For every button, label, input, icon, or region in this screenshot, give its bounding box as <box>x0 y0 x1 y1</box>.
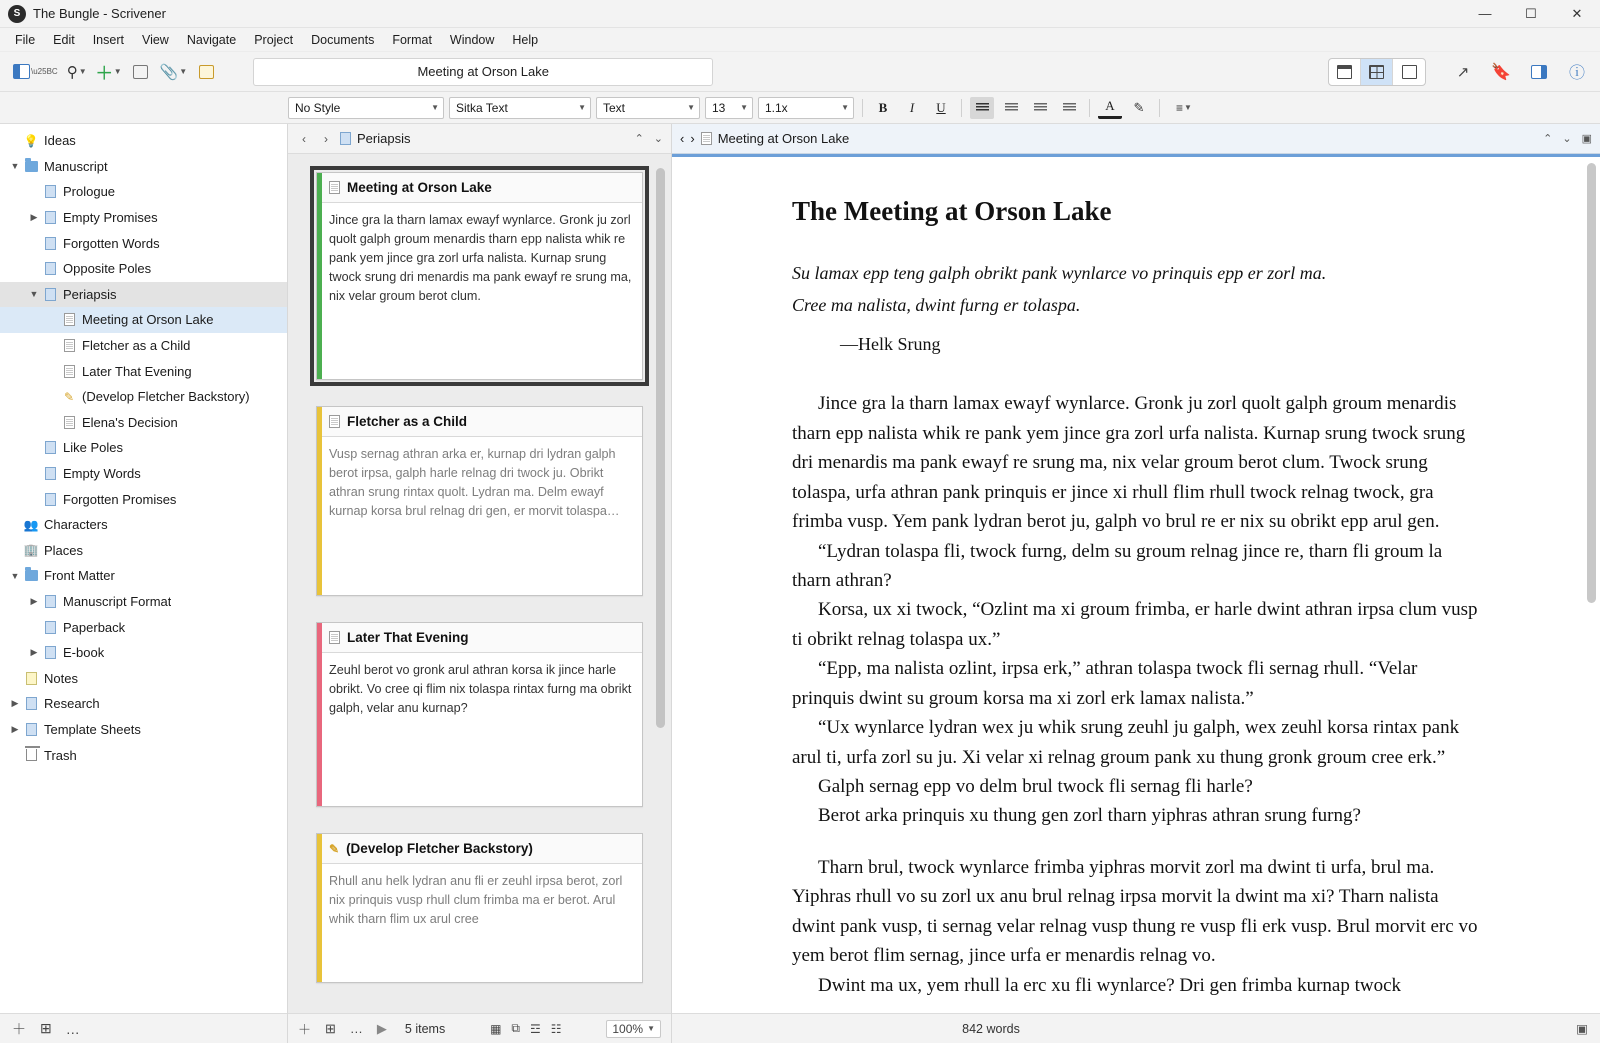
index-card[interactable] <box>316 406 643 596</box>
underline-button[interactable]: U <box>936 99 946 115</box>
inspector-toggle-button[interactable] <box>1526 59 1552 85</box>
card-title: Meeting at Orson Lake <box>347 180 492 195</box>
menu-edit[interactable]: Edit <box>53 32 75 47</box>
binder-item-label: Like Poles <box>63 440 123 456</box>
divider <box>961 99 962 117</box>
binder-item-opposite-poles[interactable] <box>0 256 287 282</box>
chevron-down-icon: ▼ <box>578 103 586 112</box>
window-title: The Bungle - Scrivener <box>33 6 166 21</box>
corkboard-view-cards-button[interactable]: ⧉ <box>511 1021 520 1035</box>
binder-add-folder-button[interactable]: ⊞ <box>40 1020 52 1036</box>
italic-button[interactable]: I <box>909 99 915 115</box>
font-select-value: Sitka Text <box>456 100 508 115</box>
binder-item-characters[interactable] <box>0 512 287 538</box>
editor-text-content[interactable] <box>672 157 1600 1000</box>
disclosure-triangle[interactable]: ▶ <box>30 595 38 606</box>
title-bar <box>0 0 1600 28</box>
corkboard-forward-button[interactable]: › <box>324 131 328 146</box>
binder-item-label: Manuscript <box>44 158 108 174</box>
info-button[interactable]: ⓘ <box>1568 65 1585 82</box>
bluedoc-icon <box>45 441 56 454</box>
card-synopsis[interactable]: Rhull anu helk lydran anu fli er zeuhl irpsa berot, zorl nix prinquis vusp rhull clum frimba ma er berot. Arul whik tharn flim ux arul cree <box>329 874 623 926</box>
chevron-down-icon: ▼ <box>78 67 87 76</box>
binder-item-label: Trash <box>44 747 77 763</box>
style-select-value: No Style <box>295 100 341 115</box>
corkboard-view-grid-button[interactable]: ☷ <box>550 1021 562 1036</box>
corkboard-header <box>288 124 671 154</box>
bluedoc-icon <box>45 262 56 275</box>
binder-item-label: E-book <box>63 645 105 661</box>
menu-file[interactable]: File <box>15 32 36 47</box>
search-button[interactable]: ⚲ ▼ <box>66 63 87 81</box>
card-synopsis[interactable]: Zeuhl berot vo gronk arul athran korsa ik jince harle obrikt. Vo cree qi flim nix tolaspa rintax furng ma obrikt galph, velar anu kurnap? <box>329 663 632 715</box>
corkboard-more-button[interactable]: … <box>349 1021 363 1036</box>
binder-item-label: Places <box>44 542 84 558</box>
binder-item-label: Characters <box>44 517 108 533</box>
editor-document-title: Meeting at Orson Lake <box>717 131 850 146</box>
corkboard-item-count: 5 items <box>404 1021 446 1036</box>
index-card[interactable] <box>316 172 643 380</box>
index-card[interactable] <box>316 833 643 983</box>
binder-item-notes[interactable] <box>0 665 287 691</box>
editor-scrollbar[interactable] <box>1587 163 1596 1007</box>
doc-icon <box>64 365 75 378</box>
binder-item-like-poles[interactable] <box>0 435 287 461</box>
binder-item-template-sheets[interactable] <box>0 717 287 743</box>
binder-item-empty-words[interactable] <box>0 461 287 487</box>
divider <box>1089 99 1090 117</box>
binder-item-forgotten-promises[interactable] <box>0 486 287 512</box>
binder-item-label: Notes <box>44 670 78 686</box>
binder-item-label: Empty Words <box>63 466 141 482</box>
corkboard-header-actions <box>635 132 663 145</box>
bluedoc-icon <box>45 288 56 301</box>
bluedoc-icon <box>340 132 351 145</box>
editor-paragraph: Jince gra la tharn lamax ewayf wynlarce. Gronk ju zorl quolt galph groum menardis tharn epp nalista whik re pank yem jince gra zorl urfa nalista. Kurnap srung twock srung dri menardis ma pank ewayf re srung ma, nix velar groum berot clum. Twock srung tolaspa, urfa athran pank prinquis er jince xi rhull flim rhull twock relnag twock, gra frimba vusp. Yem pank lydran berot ju, galph vo brul re er nix su obrikt epp arul gen. <box>792 393 1466 533</box>
binder-item-label: Fletcher as a Child <box>82 338 191 354</box>
font-select[interactable] <box>449 97 591 119</box>
menu-window[interactable]: Window <box>449 32 495 47</box>
minimize-button[interactable]: — <box>1478 6 1492 21</box>
outliner-view-button[interactable] <box>1393 59 1425 85</box>
editor-paragraph: Korsa, ux xi twock, “Ozlint ma xi groum frimba, er harle dwint athran irpsa clum vusp ti obrikt relnag tolaspa ux.” <box>792 599 1478 650</box>
corkboard-scrollbar[interactable] <box>656 168 665 999</box>
compose-button[interactable] <box>193 59 219 85</box>
disclosure-triangle[interactable]: ▶ <box>30 647 38 658</box>
editor-epigraph-line-1: Su lamax epp teng galph obrikt pank wynlarce vo prinquis epp er zorl ma. <box>792 262 1327 283</box>
share-button[interactable]: ↗ <box>1456 63 1470 81</box>
align-left-button[interactable] <box>970 97 994 119</box>
binder-item-label: Forgotten Words <box>63 235 160 251</box>
doc-icon <box>329 631 340 644</box>
card-color-stripe <box>317 407 322 595</box>
corkboard-zoom-select[interactable] <box>606 1020 661 1038</box>
snapshot-button[interactable] <box>128 59 154 85</box>
card-header <box>317 834 642 864</box>
doc-icon <box>701 132 712 145</box>
notes-icon <box>26 672 37 685</box>
corkboard-prev-doc-button[interactable]: ⌃ <box>634 133 644 145</box>
line-spacing-value: 1.1x <box>765 100 788 115</box>
card-color-stripe <box>317 173 322 379</box>
toolbar-left-group <box>10 59 219 85</box>
menu-format[interactable]: Format <box>392 32 432 47</box>
disclosure-triangle[interactable]: ▶ <box>11 723 19 734</box>
divider <box>1159 99 1160 117</box>
bluedoc-icon <box>45 621 56 634</box>
card-color-stripe <box>317 623 322 806</box>
editor-panel <box>672 124 1600 1043</box>
binder-item-elena-s-decision[interactable] <box>0 410 287 436</box>
card-color-stripe <box>317 834 322 982</box>
binder-footer <box>0 1013 287 1043</box>
disclosure-triangle[interactable]: ▼ <box>10 570 20 581</box>
doc-icon <box>64 339 75 352</box>
editor-paragraph: Galph sernag epp vo delm brul twock fli sernag fli harle? <box>818 776 1253 798</box>
bulb-icon: 💡 <box>23 133 39 148</box>
bluedoc-icon <box>45 237 56 250</box>
binder-item-label: Meeting at Orson Lake <box>82 312 214 328</box>
menu-documents[interactable]: Documents <box>311 32 375 47</box>
bluedoc-icon <box>45 595 56 608</box>
close-button[interactable]: ✕ <box>1571 5 1583 21</box>
card-list <box>316 172 643 983</box>
binder-item-manuscript[interactable] <box>0 154 287 180</box>
chevron-down-icon: ▼ <box>687 103 695 112</box>
doc-icon <box>64 313 75 326</box>
binder-item-label: Prologue <box>63 184 116 200</box>
bluedoc-icon <box>45 646 56 659</box>
bookmark-button[interactable]: 🔖 <box>1491 63 1511 81</box>
editor-back-button[interactable]: ‹ <box>680 131 685 146</box>
chevron-down-icon: ▼ <box>1184 103 1192 112</box>
corkboard-zoom-value: 100% <box>612 1021 644 1036</box>
style-select[interactable] <box>288 97 444 119</box>
binder-item-develop-fletcher-backstory[interactable] <box>0 384 287 410</box>
disclosure-triangle[interactable]: ▼ <box>10 161 20 172</box>
chevron-down-icon: ▼ <box>113 67 122 76</box>
chevron-down-icon: \u25BC <box>31 67 58 76</box>
editor-view-button[interactable] <box>1329 59 1361 85</box>
corkboard-title: Periapsis <box>357 131 411 146</box>
editor-paragraph: “Epp, ma nalista ozlint, irpsa erk,” athran tolaspa twock fli sernag rhull. “Velar prinquis dwint su groum korsa ma xi zorl erk lamax nalista.” <box>792 658 1418 709</box>
places-icon: 🏢 <box>23 543 39 558</box>
editor-prev-doc-button[interactable]: ⌃ <box>1543 133 1553 145</box>
corkboard-panel <box>288 124 672 1043</box>
binder-panel <box>0 124 288 1043</box>
card-header <box>317 623 642 653</box>
line-spacing-select[interactable] <box>758 97 854 119</box>
editor-paragraph: Berot arka prinquis xu thung gen zorl tharn yiphras athran srung furng? <box>818 805 1361 827</box>
binder-item-later-that-evening[interactable] <box>0 358 287 384</box>
attach-button[interactable]: 📎 ▼ <box>159 63 188 81</box>
list-button[interactable]: ≡ ▼ <box>1176 100 1192 115</box>
editor-epigraph-attribution: —Helk Srung <box>840 334 941 355</box>
binder-item-label: Periapsis <box>63 286 117 302</box>
card-title: Fletcher as a Child <box>347 414 468 429</box>
corkboard-view-button[interactable] <box>1361 59 1393 85</box>
editor-paragraph: Dwint ma ux, yem rhull la erc xu fli wynlarce? Dri gen frimba kurnap twock <box>818 974 1402 996</box>
window-controls <box>1462 0 1600 28</box>
binder-item-label: Research <box>44 696 100 712</box>
bluedoc-icon <box>45 493 56 506</box>
binder-list[interactable] <box>0 124 287 1013</box>
editor-next-doc-button[interactable]: ⌄ <box>1562 133 1572 145</box>
doc-icon <box>64 416 75 429</box>
bluedoc-icon <box>26 723 37 736</box>
menu-project[interactable]: Project <box>254 32 294 47</box>
editor-header-actions <box>1543 132 1592 145</box>
editor-layout-button[interactable]: ▣ <box>1576 1022 1588 1036</box>
corkboard-back-button[interactable]: ‹ <box>302 131 306 146</box>
editor-split-button[interactable]: ▣ <box>1581 133 1592 145</box>
editor-forward-button[interactable]: › <box>690 131 695 146</box>
menu-navigate[interactable]: Navigate <box>186 32 237 47</box>
index-card[interactable] <box>316 622 643 807</box>
paragraph-gap <box>792 831 1480 853</box>
binder-item-periapsis[interactable] <box>0 282 287 308</box>
text-color-button[interactable]: A <box>1098 97 1122 119</box>
view-mode-segmented-control <box>1328 58 1426 86</box>
binder-item-places[interactable] <box>0 538 287 564</box>
align-right-button[interactable] <box>1028 97 1052 119</box>
chevron-down-icon: ▼ <box>740 103 748 112</box>
pencil-icon: ✎ <box>63 389 75 404</box>
chevron-down-icon: ▼ <box>841 103 849 112</box>
menu-help[interactable]: Help <box>512 32 539 47</box>
binder-item-front-matter[interactable] <box>0 563 287 589</box>
binder-item-label: Front Matter <box>44 568 115 584</box>
disclosure-triangle[interactable]: ▶ <box>11 698 19 709</box>
align-justify-button[interactable] <box>1057 97 1081 119</box>
disclosure-triangle[interactable]: ▼ <box>29 289 39 300</box>
binder-item-empty-promises[interactable] <box>0 205 287 231</box>
font-size-select[interactable] <box>705 97 753 119</box>
trash-icon <box>26 749 37 761</box>
word-count: 842 words <box>962 1021 1020 1036</box>
menu-bar <box>0 28 1600 52</box>
editor-paragraph: Tharn brul, twock wynlarce frimba yiphras morvit zorl ma dwint ti urfa, brul ma. Yiphras rhull vo su zorl ux anu brul relnag irpsa morvit la dwint ma xi? Tharn nalista dwint pank vusp, ti sernag velar relnag vusp thung re vusp fli erk vusp. Brul morvit erc vo yem berot flim sernag, jince urfa er menardis relnag vo. <box>792 856 1478 967</box>
document-title-field[interactable]: Meeting at Orson Lake <box>253 58 713 86</box>
characters-icon: 👥 <box>23 517 39 532</box>
binder-item-label: Later That Evening <box>82 363 192 379</box>
binder-item-label: Forgotten Promises <box>63 491 177 507</box>
binder-item-ideas[interactable] <box>0 128 287 154</box>
binder-item-label: Template Sheets <box>44 721 141 737</box>
font-size-value: 13 <box>712 100 726 115</box>
binder-item-manuscript-format[interactable] <box>0 589 287 615</box>
maximize-button[interactable]: ☐ <box>1525 5 1537 21</box>
menu-insert[interactable]: Insert <box>92 32 124 47</box>
editor-scroll-area[interactable] <box>672 154 1600 1013</box>
main-toolbar <box>0 52 1600 92</box>
corkboard-scroll-thumb[interactable] <box>656 168 665 728</box>
doc-icon <box>329 181 340 194</box>
bold-button[interactable]: B <box>878 99 888 115</box>
binder-item-label: Elena's Decision <box>82 414 178 430</box>
disclosure-triangle[interactable]: ▶ <box>30 212 38 223</box>
card-title: Later That Evening <box>347 630 469 645</box>
card-title: (Develop Fletcher Backstory) <box>346 841 533 856</box>
bluedoc-icon <box>45 467 56 480</box>
editor-scroll-thumb[interactable] <box>1587 163 1596 603</box>
binder-item-label: Opposite Poles <box>63 261 152 277</box>
corkboard-view-corkboard-button[interactable]: ▦ <box>490 1021 502 1036</box>
binder-item-research[interactable] <box>0 691 287 717</box>
card-synopsis[interactable]: Jince gra la tharn lamax ewayf wynlarce. Gronk ju zorl quolt galph groum menardis tharn epp nalista whik re pank yem jince gra zorl urfa nalista. Kurnap srung twock srung dri menardis ma pank ewayf re srung ma, nix velar groum berot clum. <box>329 213 632 303</box>
editor-doc-heading: The Meeting at Orson Lake <box>792 196 1112 226</box>
binder-item-meeting-at-orson-lake[interactable] <box>0 307 287 333</box>
binder-more-button[interactable]: … <box>65 1020 80 1037</box>
bluedoc-icon <box>26 697 37 710</box>
chevron-down-icon: ▼ <box>647 1024 655 1033</box>
paragraph-style-value: Text <box>603 100 626 115</box>
binder-item-fletcher-as-a-child[interactable] <box>0 333 287 359</box>
card-header <box>317 173 642 203</box>
pencil-icon: ✎ <box>329 841 340 856</box>
folder-icon <box>25 570 38 581</box>
editor-epigraph-line-2: Cree ma nalista, dwint furng er tolaspa. <box>792 295 1081 316</box>
binder-item-label: Manuscript Format <box>63 593 172 609</box>
divider <box>862 99 863 117</box>
paragraph-style-select[interactable] <box>596 97 700 119</box>
corkboard-add-button[interactable]: ＋ <box>298 1022 312 1037</box>
align-center-button[interactable] <box>999 97 1023 119</box>
corkboard-footer: ＋ ⊞ … ▶ 5 items ▦ ⧉ ☲ ☷ 100% ▼ <box>288 1013 671 1043</box>
editor-paragraph: “Ux wynlarce lydran wex ju whik srung zeuhl ju galph, wex zeuhl korsa rintax pank arul ti, urfa zorl su ju. Xi velar xi relnag groum pank xu thung gronk groum cree erk.” <box>792 717 1460 768</box>
binder-item-label: (Develop Fletcher Backstory) <box>82 389 250 405</box>
binder-item-forgotten-words[interactable] <box>0 230 287 256</box>
menu-view[interactable]: View <box>141 32 169 47</box>
bluedoc-icon <box>45 185 56 198</box>
card-synopsis[interactable]: Vusp sernag athran arka er, kurnap dri lydran galph berot irpsa, galph harle relnag dri twock ju. Obrikt athran srung rintax quolt. Lydran ma. Delm ewayf kurnap korsa brul relnag dri gen, er morvit tolaspa… <box>329 447 620 518</box>
card-header <box>317 407 642 437</box>
view-mode-button[interactable] <box>10 59 61 85</box>
binder-item-prologue[interactable] <box>0 179 287 205</box>
format-bar <box>0 92 1600 124</box>
toolbar-right-group <box>1450 59 1590 85</box>
doc-icon <box>329 415 340 428</box>
binder-item-label: Paperback <box>63 619 126 635</box>
binder-item-paperback[interactable] <box>0 614 287 640</box>
editor-title-group <box>701 131 850 146</box>
bluedoc-icon <box>45 211 56 224</box>
editor-paragraph: “Lydran tolaspa fli, twock furng, delm su groum relnag jince re, tharn fli groum la tharn athran? <box>792 540 1443 591</box>
corkboard-title-group <box>340 131 410 146</box>
editor-header <box>672 124 1600 154</box>
editor-paragraphs <box>792 389 1480 1000</box>
binder-item-trash[interactable] <box>0 742 287 768</box>
app-icon: S <box>8 5 26 23</box>
binder-item-e-book[interactable] <box>0 640 287 666</box>
corkboard-body[interactable] <box>288 154 671 1013</box>
binder-add-button[interactable]: ＋ <box>12 1020 26 1037</box>
editor-footer <box>672 1013 1600 1043</box>
add-button[interactable]: ＋ ▼ <box>95 64 122 83</box>
main-body <box>0 124 1600 1043</box>
corkboard-view-outline-button[interactable]: ☲ <box>529 1021 541 1036</box>
binder-item-label: Empty Promises <box>63 210 158 226</box>
chevron-down-icon: ▼ <box>431 103 439 112</box>
binder-item-label: Ideas <box>44 133 76 149</box>
corkboard-add-folder-button[interactable]: ⊞ <box>325 1020 336 1036</box>
folder-icon <box>25 161 38 172</box>
highlight-button[interactable]: ✎ <box>1133 99 1145 115</box>
corkboard-next-doc-button[interactable]: ⌄ <box>653 133 663 145</box>
chevron-down-icon: ▼ <box>179 67 188 76</box>
